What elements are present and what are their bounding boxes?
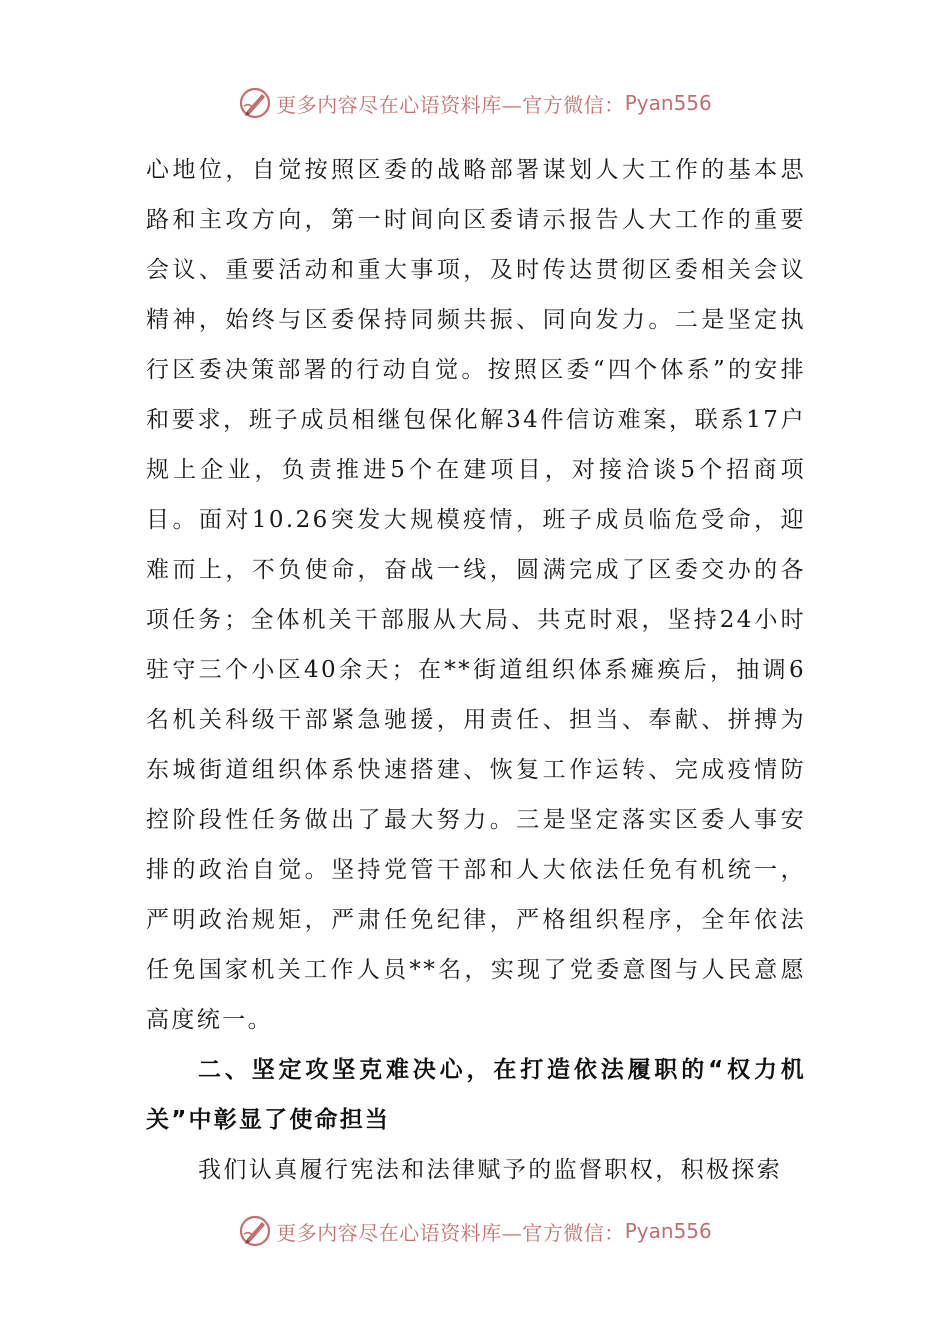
pen-logo-icon <box>238 86 272 120</box>
watermark-text: 更多内容尽在心语资料库—官方微信： <box>276 92 625 117</box>
watermark-wechat-handle: Pyan556 <box>624 91 712 115</box>
watermark-header <box>0 83 950 123</box>
pen-logo-icon <box>238 1214 272 1248</box>
section-heading: 二、坚定攻坚克难决心，在打造依法履职的“权力机关”中彰显了使命担当 <box>146 1057 806 1133</box>
body-paragraph: 心地位，自觉按照区委的战略部署谋划人大工作的基本思路和主攻方向，第一时间向区委请示报告人大工作的重要会议、重要活动和重大事项，及时传达贯彻区委相关会议精神，始终与区委保持同频共振、同向发力。二是坚定执行区委决策部署的行动自觉。按照区委“四个体系”的安排和要求，班子成员相继包保化解34件信访难案，联系17户规上企业，负责推进5个在建项目，对接洽谈5个招商项目。面对10.26突发大规模疫情，班子成员临危受命，迎难而上，不负使命，奋战一线，圆满完成了区委交办的各项任务；全体机关干部服从大局、共克时艰，坚持24小时驻守三个小区40余天；在**街道组织体系瘫痪后，抽调6名机关科级干部紧急驰援，用责任、担当、奉献、拼搏为东城街道组织体系快速搭建、恢复工作运转、完成疫情防控阶段性任务做出了最大努力。三是坚定落实区委人事安排的政治自觉。坚持党管干部和人大依法任免有机统一，严明政治规矩，严肃任免纪律，严格组织程序，全年依法任免国家机关工作人员**名，实现了党委意图与人民意愿高度统一。 <box>146 157 806 1033</box>
watermark-text: 更多内容尽在心语资料库—官方微信： <box>276 1220 625 1245</box>
body-paragraph: 我们认真履行宪法和法律赋予的监督职权，积极探索 <box>198 1157 783 1183</box>
watermark-wechat-handle: Pyan556 <box>624 1219 712 1243</box>
watermark-footer <box>0 1211 950 1251</box>
document-body <box>146 145 806 1195</box>
